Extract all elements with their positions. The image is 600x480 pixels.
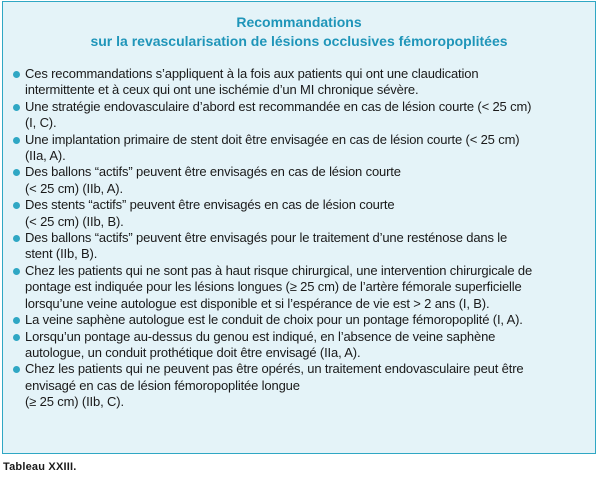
item-text-line: Chez les patients qui ne peuvent pas être opérés, un traitement endovasculaire peut être: [25, 361, 524, 377]
item-text-line: lorsqu’une veine autologue est disponible et si l’espérance de vie est > 2 ans (I, B).: [25, 295, 490, 311]
list-item: [13, 230, 587, 263]
item-text-line: pontage est indiquée pour les lésions longues (≥ 25 cm) de l’artère fémorale superficielle: [25, 279, 522, 295]
list-item: [13, 263, 587, 312]
bullet-icon: [13, 71, 20, 78]
table-caption: Tableau XXIII.: [3, 461, 77, 473]
box-title-line-2: sur la revascularisation de lésions occlusives fémoropoplitées: [90, 33, 508, 49]
item-text-line: (≥ 25 cm) (IIb, C).: [25, 394, 124, 410]
item-text-line: intermittente et à ceux qui ont une ischémie d’un MI chronique sévère.: [25, 82, 419, 98]
list-item: [13, 361, 587, 410]
list-item: [13, 66, 587, 99]
item-text-line: Une implantation primaire de stent doit être envisagée en cas de lésion courte (< 25 cm): [25, 131, 520, 147]
item-text-line: Chez les patients qui ne sont pas à haut risque chirurgical, une intervention chirurgicale de: [25, 262, 533, 278]
item-text-line: (< 25 cm) (IIb, B).: [25, 213, 124, 229]
recommendations-box: [2, 1, 596, 454]
item-text-line: Ces recommandations s’appliquent à la fois aux patients qui ont une claudication: [25, 66, 479, 81]
recommendation-list: [13, 66, 587, 411]
item-text-line: stent (IIb, B).: [25, 246, 98, 262]
item-text-line: La veine saphène autologue est le conduit de choix pour un pontage fémoropoplité (I, A).: [25, 312, 523, 328]
bullet-icon: [13, 317, 20, 324]
list-item: [13, 99, 587, 132]
item-text-line: (I, C).: [25, 115, 57, 131]
item-text-line: (< 25 cm) (IIb, A).: [25, 180, 123, 196]
bullet-icon: [13, 137, 20, 144]
list-item: [13, 329, 587, 362]
item-text-line: autologue, un conduit prothétique doit être envisagé (IIa, A).: [25, 344, 361, 360]
list-item: [13, 197, 587, 230]
list-item: [13, 312, 587, 328]
bullet-icon: [13, 202, 20, 209]
bullet-icon: [13, 334, 20, 341]
list-item: [13, 164, 587, 197]
bullet-icon: [13, 366, 20, 373]
item-text-line: (IIa, A).: [25, 148, 66, 164]
bullet-icon: [13, 235, 20, 242]
item-text-line: Des ballons “actifs” peuvent être envisagés pour le traitement d’une resténose dans le: [25, 230, 508, 246]
item-text-line: Des ballons “actifs” peuvent être envisagés en cas de lésion courte: [25, 164, 401, 180]
bullet-icon: [13, 104, 20, 111]
item-text-line: Des stents “actifs” peuvent être envisagés en cas de lésion courte: [25, 197, 395, 213]
item-text-line: Lorsqu’un pontage au-dessus du genou est indiqué, en l’absence de veine saphène: [25, 328, 496, 344]
bullet-icon: [13, 268, 20, 275]
box-title-line-1: Recommandations: [236, 14, 362, 30]
list-item: [13, 132, 587, 165]
item-text-line: envisagé en cas de lésion fémoropoplitée longue: [25, 377, 300, 393]
item-text-line: Une stratégie endovasculaire d’abord est recommandée en cas de lésion courte (< 25 cm): [25, 98, 532, 114]
box-title: [3, 2, 595, 51]
bullet-icon: [13, 169, 20, 176]
